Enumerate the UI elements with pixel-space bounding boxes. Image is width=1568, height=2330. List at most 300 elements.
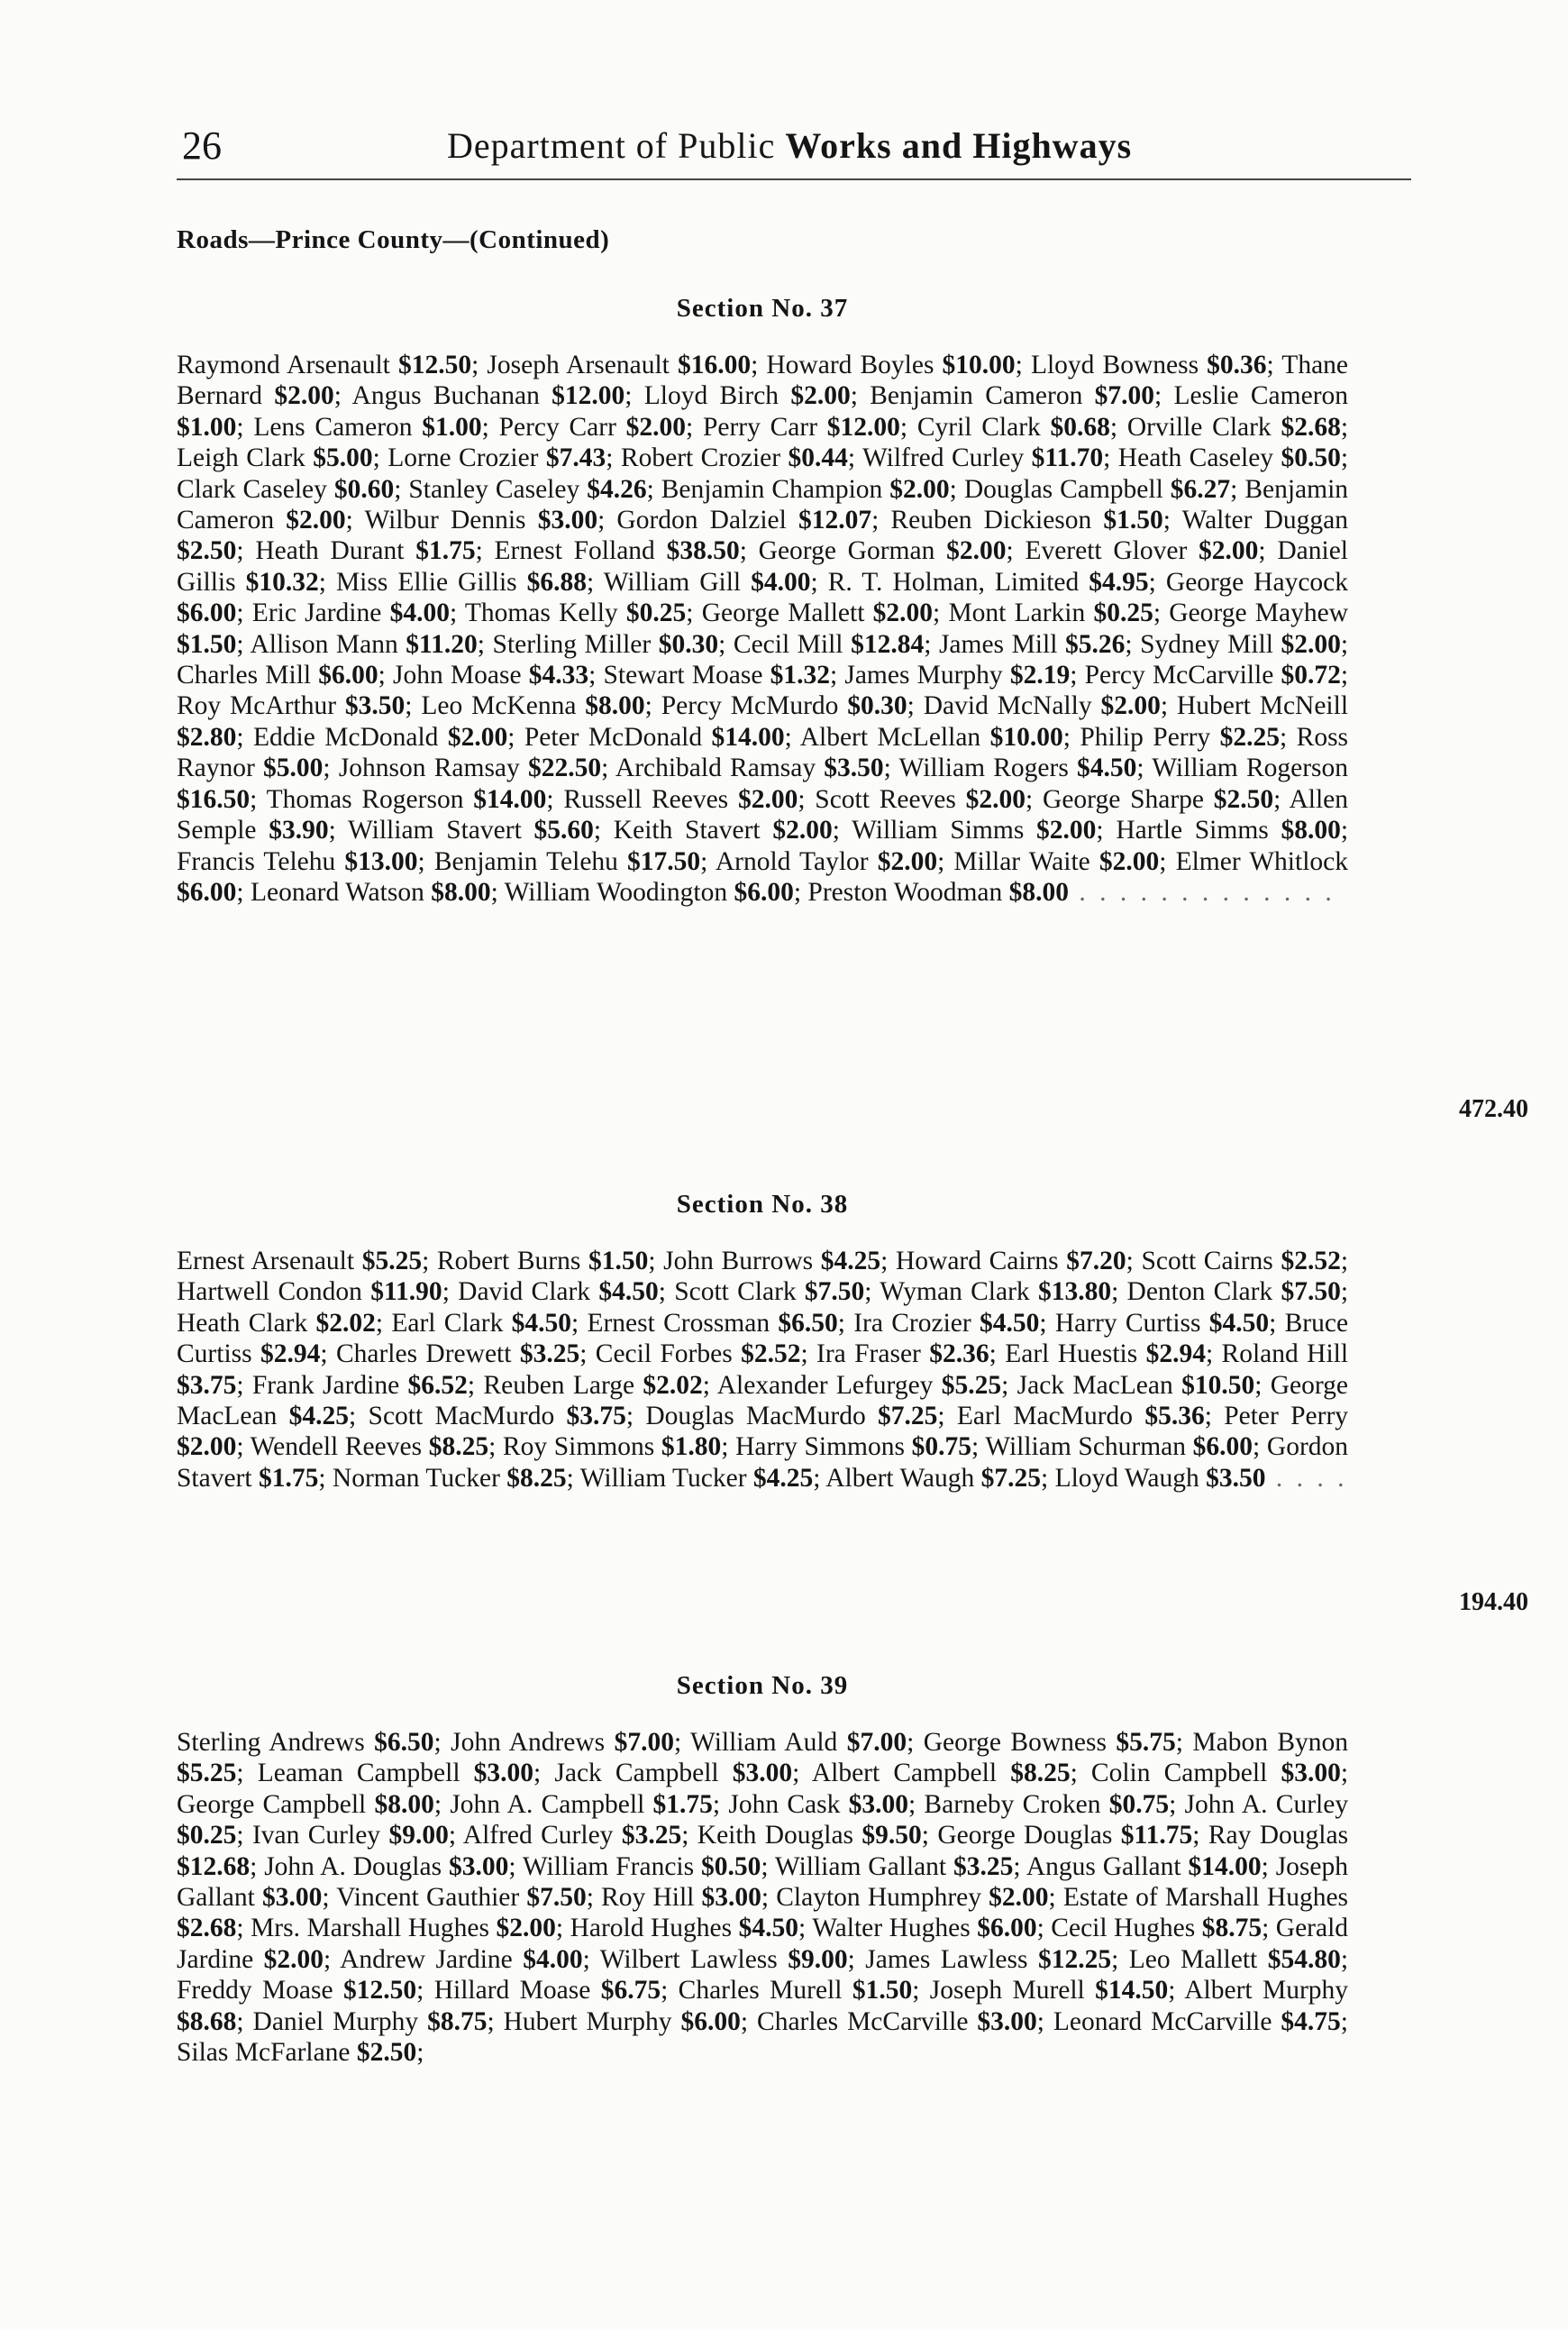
payment-entry — [870, 381, 1154, 410]
payment-amount: $5.00 — [313, 443, 373, 473]
payment-entry — [896, 1247, 1126, 1275]
payee-name: Ray Douglas — [1208, 1821, 1349, 1850]
payee-name: Harry Simmons — [735, 1432, 905, 1462]
payment-amount: $5.75 — [1116, 1728, 1176, 1757]
payment-entry — [495, 536, 740, 565]
payee-name: Hillard Moase — [433, 1976, 591, 2006]
payee-name: Heath Caseley — [1117, 443, 1274, 473]
payment-entry — [251, 1432, 488, 1461]
payment-amount: $7.50 — [804, 1277, 865, 1307]
payment-entry — [177, 1790, 434, 1819]
payment-amount: $38.50 — [666, 536, 740, 566]
payment-amount: $2.00 — [625, 412, 687, 442]
payment-entry — [499, 413, 686, 442]
payment-amount: $1.50 — [1103, 506, 1163, 535]
payee-name: Hartle Simms — [1116, 816, 1269, 845]
payment-amount: $8.00 — [431, 877, 491, 907]
payment-amount: $3.25 — [519, 1339, 580, 1369]
payment-amount: $12.00 — [552, 381, 625, 411]
section-total: 194.40 — [1459, 1588, 1528, 1616]
payment-entry — [524, 723, 785, 752]
payment-entry — [1091, 1759, 1341, 1787]
payment-amount: $6.00 — [318, 661, 378, 690]
payment-entry — [463, 1821, 681, 1850]
payment-amount: $0.36 — [1207, 351, 1267, 379]
payee-name: Gerald Jardine — [177, 1914, 1349, 1974]
payment-amount: $8.00 — [1281, 816, 1341, 845]
payment-amount: $0.30 — [658, 629, 719, 659]
section-total: 472.40 — [1459, 1095, 1528, 1123]
payee-name: Jack Campbell — [554, 1759, 719, 1788]
payment-entry — [615, 754, 884, 782]
payee-name: Arnold Taylor — [715, 846, 869, 876]
payment-entry — [937, 1821, 1192, 1850]
payee-name: Sydney Mill — [1140, 629, 1273, 659]
payment-entry — [421, 691, 644, 720]
payment-amount: $16.50 — [177, 784, 251, 814]
payment-amount: $16.00 — [677, 351, 752, 379]
payment-amount: $17.50 — [627, 846, 701, 876]
payee-name: Cecil Mill — [733, 629, 843, 659]
payment-entry — [645, 1402, 937, 1430]
payment-amount: $2.00 — [1036, 816, 1097, 845]
payment-amount: $6.50 — [374, 1728, 434, 1757]
payment-amount: $5.00 — [263, 754, 324, 783]
payee-name: Charles McCarville — [757, 2006, 969, 2036]
payee-name: Bruce Curtiss — [177, 1308, 1349, 1369]
payment-entry — [600, 1945, 848, 1974]
payee-name: Robert Crozier — [620, 443, 781, 473]
payee-name: Preston Woodman — [807, 877, 1003, 907]
payee-name: James Murphy — [844, 661, 1003, 690]
payment-amount: $0.30 — [847, 691, 907, 721]
payment-amount: $3.50 — [824, 754, 884, 783]
payment-amount: $4.00 — [751, 567, 811, 597]
payee-name: William Auld — [690, 1728, 838, 1757]
payee-name: Douglas Campbell — [963, 474, 1163, 504]
payment-amount: $2.00 — [965, 784, 1026, 814]
payment-amount: $3.00 — [448, 1851, 509, 1881]
payment-entry — [177, 475, 394, 504]
payee-name: Ernest Folland — [494, 536, 655, 566]
payee-name: Peter Perry — [1224, 1402, 1349, 1431]
payment-amount: $7.50 — [1281, 1277, 1341, 1307]
payment-entry — [702, 598, 933, 627]
payment-amount: $2.00 — [1100, 691, 1161, 721]
payee-name: George Haycock — [1165, 567, 1349, 597]
payment-entry — [352, 381, 625, 410]
payment-amount: $6.52 — [407, 1370, 468, 1400]
payment-entry — [450, 1790, 713, 1819]
payment-entry — [177, 691, 405, 720]
payee-name: Thane Bernard — [177, 351, 1349, 411]
payee-name: William Francis — [522, 1851, 695, 1881]
payee-name: Eddie McDonald — [253, 722, 439, 752]
payment-amount: $2.00 — [447, 722, 508, 752]
payee-name: Benjamin Cameron — [870, 381, 1083, 411]
payment-amount: $1.75 — [652, 1789, 713, 1819]
payee-name: Russell Reeves — [563, 784, 729, 814]
payee-name: William Woodington — [504, 877, 728, 907]
payment-amount: $2.00 — [877, 846, 938, 876]
payment-amount: $12.68 — [177, 1851, 251, 1881]
payee-name: William Tucker — [579, 1463, 747, 1493]
payment-entry — [177, 847, 418, 876]
payee-name: William Gill — [603, 567, 742, 597]
payee-name: R. T. Holman, Limited — [827, 567, 1080, 597]
payment-amount: $5.60 — [533, 816, 594, 845]
payment-amount: $5.25 — [177, 1759, 237, 1788]
payment-entry — [844, 661, 1070, 690]
payment-amount: $3.00 — [977, 2006, 1037, 2036]
payee-name: Reuben Dickieson — [890, 506, 1092, 535]
payment-amount: $2.80 — [177, 722, 237, 752]
payee-name: Philip Perry — [1080, 722, 1211, 752]
payment-entry — [953, 847, 1159, 876]
payee-name: Roland Hill — [1221, 1339, 1349, 1369]
payee-name: Raymond Arsenault — [177, 351, 390, 379]
payment-amount: $0.25 — [625, 598, 687, 628]
section-title: Section No. 39 — [676, 1671, 849, 1700]
payment-amount: $2.00 — [790, 381, 851, 411]
payment-amount: $2.00 — [274, 381, 334, 411]
payment-amount: $2.00 — [989, 1883, 1049, 1913]
payment-amount: $2.00 — [946, 536, 1007, 566]
payee-name: George MacLean — [177, 1370, 1348, 1431]
payment-amount: $9.50 — [861, 1821, 922, 1850]
payee-name: Joseph Murell — [929, 1976, 1085, 2006]
payee-name: Lorne Crozier — [387, 443, 539, 473]
payee-name: Albert Murphy — [1184, 1976, 1349, 2006]
payee-name: George Douglas — [937, 1821, 1113, 1850]
payment-amount: $5.25 — [361, 1247, 423, 1275]
payment-entry — [252, 598, 450, 627]
payee-name: James Lawless — [865, 1944, 1028, 1974]
payee-name: William Rogers — [898, 754, 1069, 783]
payee-name: Cyril Clark — [916, 412, 1041, 442]
payment-amount: $2.00 — [263, 1944, 324, 1974]
payment-entry — [523, 1852, 761, 1881]
payment-entry — [1129, 1945, 1341, 1974]
payment-entry — [264, 1852, 508, 1881]
payee-name: Reuben Large — [483, 1370, 635, 1400]
payment-amount: $11.75 — [1120, 1821, 1193, 1850]
payee-name: Hartwell Condon — [177, 1277, 362, 1307]
payment-amount: $8.25 — [428, 1432, 489, 1462]
payment-amount: $8.00 — [585, 691, 645, 721]
payee-name: Scott MacMurdo — [368, 1402, 555, 1431]
payee-name: George Sharpe — [1043, 784, 1204, 814]
payment-amount: $8.00 — [374, 1789, 434, 1819]
payment-amount: $11.20 — [406, 629, 478, 659]
payee-name: Albert Campbell — [811, 1759, 998, 1788]
payee-name: Angus Buchanan — [351, 381, 540, 411]
payment-amount: $12.25 — [1037, 1944, 1112, 1974]
payment-amount: $3.25 — [953, 1851, 1014, 1881]
payment-entry — [255, 536, 475, 565]
payment-entry — [177, 661, 378, 690]
payment-amount: $0.75 — [1108, 1789, 1170, 1819]
payee-name: Percy McCarville — [1084, 661, 1274, 690]
payment-amount: $6.75 — [600, 1976, 661, 2006]
continued-heading: Roads—Prince County—(Continued) — [177, 225, 610, 254]
payment-amount: $8.25 — [1010, 1759, 1071, 1788]
payee-name: Thomas Rogerson — [266, 784, 464, 814]
payee-name: Joseph Arsenault — [487, 351, 670, 379]
payment-entry — [177, 443, 373, 472]
payee-name: Ivan Curley — [251, 1821, 381, 1850]
payment-amount: $4.33 — [528, 661, 589, 690]
payment-entry — [800, 723, 1063, 752]
payee-name: George Gorman — [758, 536, 935, 566]
payment-amount: $13.00 — [344, 846, 418, 876]
payment-amount: $7.50 — [526, 1883, 587, 1913]
payee-name: Harold Hughes — [570, 1914, 733, 1943]
payment-entry — [177, 1309, 376, 1338]
payment-entry — [258, 1759, 533, 1787]
payment-amount: $0.25 — [1093, 598, 1153, 628]
payment-amount: $0.44 — [788, 443, 848, 473]
payment-amount: $3.00 — [848, 1789, 908, 1819]
payee-name: William Gallant — [774, 1851, 947, 1881]
payee-name: Peter McDonald — [524, 722, 703, 752]
payee-name: Benjamin Telehu — [433, 846, 618, 876]
payment-entry — [387, 443, 606, 472]
payment-entry — [757, 2007, 1037, 2036]
payee-name: Joseph Gallant — [177, 1851, 1348, 1913]
payee-name: William Rogerson — [1152, 754, 1349, 783]
payee-name: Charles Drewett — [335, 1339, 512, 1369]
payee-name: Robert Burns — [436, 1247, 581, 1275]
payee-name: John Moase — [393, 661, 522, 690]
payee-name: Stanley Caseley — [408, 474, 580, 504]
payment-amount: $3.90 — [269, 816, 329, 845]
payee-name: Keith Stavert — [613, 816, 761, 845]
payment-entry — [812, 1914, 1036, 1942]
payment-entry — [408, 475, 646, 504]
payment-entry — [364, 506, 597, 535]
payee-name: Hubert Murphy — [503, 2006, 672, 2036]
payment-amount: $7.00 — [1094, 381, 1155, 411]
payment-amount: $4.75 — [1281, 2006, 1341, 2036]
payment-entry — [862, 443, 1103, 472]
running-head — [447, 124, 1132, 167]
payment-entry — [336, 1339, 579, 1368]
payee-name: Barneby Croken — [924, 1789, 1101, 1819]
payment-amount: $4.25 — [752, 1463, 814, 1493]
payment-entry — [825, 1464, 1041, 1493]
payment-amount: $1.75 — [415, 536, 476, 566]
payment-amount: $1.32 — [770, 661, 830, 690]
payment-entry — [554, 1759, 792, 1787]
payee-name: John A. Curley — [1184, 1789, 1349, 1819]
payee-name: Percy McMurdo — [661, 691, 839, 721]
payment-entry — [697, 1821, 922, 1850]
payee-name: Allen Semple — [177, 784, 1349, 845]
payee-name: Harry Curtiss — [1054, 1308, 1201, 1338]
payment-entry — [251, 878, 491, 907]
payment-amount: $2.52 — [741, 1339, 801, 1369]
payment-amount: $0.75 — [911, 1432, 971, 1462]
payment-amount: $8.25 — [506, 1463, 567, 1493]
payment-entry — [663, 1247, 880, 1275]
payment-amount: $1.50 — [588, 1247, 649, 1275]
payee-name: John Burrows — [663, 1247, 814, 1275]
payment-amount: $8.75 — [1201, 1914, 1263, 1943]
payment-amount: $2.36 — [929, 1339, 989, 1369]
payment-amount: $14.00 — [711, 722, 785, 752]
payment-amount: $2.00 — [772, 816, 833, 845]
payment-amount: $6.50 — [778, 1308, 838, 1338]
page-header — [177, 115, 1411, 178]
payment-amount: $4.26 — [587, 474, 647, 504]
payment-entry — [890, 506, 1162, 535]
payee-name: Norman Tucker — [332, 1463, 500, 1493]
payee-name: Francis Telehu — [177, 846, 336, 876]
payee-name: Wilbert Lawless — [599, 1944, 778, 1974]
payment-entry — [766, 351, 1015, 379]
payee-name: Jack MacLean — [1016, 1370, 1173, 1400]
payee-name: Elmer Whitlock — [1175, 846, 1348, 876]
payment-entry — [570, 1914, 798, 1942]
payment-amount: $7.43 — [545, 443, 606, 473]
payment-amount: $12.00 — [826, 412, 900, 442]
payee-name: Denton Clark — [1126, 1277, 1273, 1307]
payee-name: Benjamin Champion — [661, 474, 883, 504]
payee-name: Angus Gallant — [1026, 1851, 1181, 1881]
payment-entry — [948, 598, 1153, 627]
payment-entry — [604, 661, 830, 690]
payee-name: Freddy Moase — [177, 1976, 333, 2006]
payment-amount: $7.00 — [614, 1728, 674, 1757]
payee-name: Vincent Gauthier — [336, 1883, 520, 1913]
payee-name: Hubert McNeill — [1176, 691, 1349, 721]
payment-entry — [336, 568, 587, 597]
payment-entry — [177, 1728, 434, 1757]
payee-name: Mabon Bynon — [1192, 1728, 1349, 1757]
payment-amount: $2.94 — [1145, 1339, 1206, 1369]
payment-entry — [487, 351, 751, 379]
payment-entry — [924, 1728, 1176, 1757]
payment-amount: $4.25 — [820, 1247, 881, 1275]
payee-name: John Andrews — [451, 1728, 606, 1757]
payee-name: Archibald Ramsay — [615, 754, 816, 783]
payment-amount: $4.95 — [1089, 567, 1149, 597]
payee-name: Leaman Campbell — [257, 1759, 460, 1788]
payment-amount: $1.00 — [177, 412, 237, 442]
payee-name: Daniel Gillis — [177, 536, 1349, 597]
payee-name: William Simms — [852, 816, 1025, 845]
payment-entry — [1118, 443, 1341, 472]
payee-name: Sterling Miller — [492, 629, 652, 659]
payment-entry — [601, 1883, 761, 1912]
payee-name: Earl MacMurdo — [956, 1402, 1134, 1431]
payment-amount: $0.72 — [1281, 661, 1341, 690]
payee-name: Wyman Clark — [880, 1277, 1030, 1307]
payment-amount: $3.75 — [177, 1370, 237, 1400]
payment-entry — [1017, 1371, 1255, 1400]
payment-entry — [393, 661, 588, 690]
payment-amount: $6.27 — [1170, 474, 1231, 504]
payment-entry — [434, 847, 700, 876]
payment-amount: $1.80 — [661, 1432, 722, 1462]
payment-entry — [250, 630, 477, 659]
payment-amount: $2.02 — [643, 1370, 703, 1400]
payment-entry — [1053, 2007, 1341, 2036]
payment-amount: $2.50 — [356, 2038, 417, 2068]
payment-entry — [614, 816, 833, 845]
payment-entry — [596, 1339, 801, 1368]
payment-entry — [333, 1464, 567, 1493]
payee-name: Allison Mann — [250, 629, 398, 659]
payee-name: Roy McArthur — [177, 691, 337, 721]
payment-amount: $3.50 — [344, 691, 406, 721]
payment-amount: $2.19 — [1009, 661, 1071, 690]
payment-amount: $6.00 — [977, 1914, 1037, 1943]
payment-entry — [812, 1759, 1071, 1787]
section-entries: Ernest Arsenault $5.25; Robert Burns $1.50; John Burrows $4.25; Howard Cairns $7.20; Scott Cairns $2.52; Hartwell Condon $11.90; David Clark $4.50; Scott Clark $7.50; Wyman Clark $13.80; Denton Clark $7.50; Heath Clark $2.02; Earl Clark $4.50; Ernest Crossman $6.50; Ira Crozier $4.50; Harry Curtiss $4.50; Bruce Curtiss $2.94; Charles Drewett $3.25; Cecil Forbes $2.52; Ira Fraser $2.36; Earl Huestis $2.94; Roland Hill $3.75; Frank Jardine $6.52; Reuben Large $2.02; Alexander Lefurgey $5.25; Jack MacLean $10.50; George MacLean $4.25; Scott MacMurdo $3.75; Douglas MacMurdo $7.25; Earl MacMurdo $5.36; Peter Perry $2.00; Wendell Reeves $8.25; Roy Simmons $1.80; Harry Simmons $0.75; William Schurman $6.00; Gordon Stavert $1.75; Norman Tucker $8.25; William Tucker $4.25; Albert Waugh $7.25; Lloyd Waugh $3.50 . . . . — [177, 1247, 1349, 1493]
section-entries: Raymond Arsenault $12.50; Joseph Arsenault $16.00; Howard Boyles $10.00; Lloyd Bowness $0.36; Thane Bernard $2.00; Angus Buchanan $12.00; Lloyd Birch $2.00; Benjamin Cameron $7.00; Leslie Cameron $1.00; Lens Cameron $1.00; Percy Carr $2.00; Perry Carr $12.00; Cyril Clark $0.68; Orville Clark $2.68; Leigh Clark $5.00; Lorne Crozier $7.43; Robert Crozier $0.44; Wilfred Curley $11.70; Heath Caseley $0.50; Clark Caseley $0.60; Stanley Caseley $4.26; Benjamin Champion $2.00; Douglas Campbell $6.27; Benjamin Cameron $2.00; Wilbur Dennis $3.00; Gordon Dalziel $12.07; Reuben Dickieson $1.50; Walter Duggan $2.50; Heath Durant $1.75; Ernest Folland $38.50; George Gorman $2.00; Everett Glover $2.00; Daniel Gillis $10.32; Miss Ellie Gillis $6.88; William Gill $4.00; R. T. Holman, Limited $4.95; George Haycock $6.00; Eric Jardine $4.00; Thomas Kelly $0.25; George Mallett $2.00; Mont Larkin $0.25; George Mayhew $1.50; Allison Mann $11.20; Sterling Miller $0.30; Cecil Mill $12.84; James Mill $5.26; Sydney Mill $2.00; Charles Mill $6.00; John Moase $4.33; Stewart Moase $1.32; James Murphy $2.19; Percy McCarville $0.72; Roy McArthur $3.50; Leo McKenna $8.00; Percy McMurdo $0.30; David McNally $2.00; Hubert McNeill $2.80; Eddie McDonald $2.00; Peter McDonald $14.00; Albert McLellan $10.00; Philip Perry $2.25; Ross Raynor $5.00; Johnson Ramsay $22.50; Archibald Ramsay $3.50; William Rogers $4.50; William Rogerson $16.50; Thomas Rogerson $14.00; Russell Reeves $2.00; Scott Reeves $2.00; George Sharpe $2.50; Allen Semple $3.90; William Stavert $5.60; Keith Stavert $2.00; William Simms $2.00; Hartle Simms $8.00; Francis Telehu $13.00; Benjamin Telehu $17.50; Arnold Taylor $2.00; Millar Waite $2.00; Elmer Whitlock $6.00; Leonard Watson $8.00; William Woodington $6.00; Preston Woodman $8.00 . . . . . . . . . . . . . — [177, 351, 1349, 907]
payee-name: Walter Duggan — [1181, 506, 1349, 535]
payment-entry — [177, 351, 471, 379]
payee-name: John A. Campbell — [450, 1789, 645, 1819]
payment-amount: $7.00 — [846, 1728, 907, 1757]
payment-amount: $54.80 — [1267, 1944, 1341, 1974]
payment-entry — [253, 413, 481, 442]
page-number: 26 — [182, 123, 222, 168]
payment-amount: $0.50 — [1281, 443, 1341, 473]
payment-amount: $22.50 — [527, 754, 602, 783]
payment-entry — [852, 816, 1096, 845]
payment-entry — [604, 568, 811, 597]
payee-name: Alexander Lefurgey — [716, 1370, 934, 1400]
payment-entry — [717, 1371, 1001, 1400]
payment-amount: $10.32 — [245, 567, 319, 597]
payment-amount: $2.25 — [1219, 722, 1280, 752]
payment-amount: $2.02 — [315, 1308, 376, 1338]
payment-entry — [1043, 785, 1273, 814]
payment-amount: $3.00 — [262, 1883, 323, 1913]
payment-amount: $14.00 — [473, 784, 547, 814]
payee-name: Albert McLellan — [799, 722, 981, 752]
payee-name: Millar Waite — [953, 846, 1090, 876]
payee-name: John A. Douglas — [264, 1851, 442, 1881]
payment-amount: $1.00 — [422, 412, 482, 442]
payment-amount: $12.07 — [798, 506, 872, 535]
payee-name: Ira Crozier — [853, 1308, 971, 1338]
payment-amount: $12.50 — [343, 1976, 417, 2006]
payment-entry — [340, 1945, 583, 1974]
payment-amount: $2.00 — [1099, 846, 1160, 876]
payment-amount: $11.90 — [370, 1277, 442, 1307]
payment-entry — [964, 475, 1230, 504]
payee-name: Lloyd Waugh — [1054, 1463, 1199, 1493]
payee-name: Cecil Hughes — [1051, 1914, 1196, 1943]
payment-entry — [703, 413, 900, 442]
payee-name: Charles Murell — [678, 1976, 843, 2006]
payment-amount: $2.00 — [872, 598, 934, 628]
payment-amount: $5.36 — [1144, 1402, 1205, 1431]
payee-name: Scott Clark — [674, 1277, 797, 1307]
payment-entry — [369, 1402, 626, 1430]
payee-name: Earl Clark — [391, 1308, 504, 1338]
payment-amount: $4.25 — [288, 1402, 350, 1431]
payee-name: William Stavert — [348, 816, 522, 845]
payee-name: Howard Boyles — [766, 351, 934, 379]
document-page — [177, 115, 1528, 2068]
payee-name: Clark Caseley — [177, 474, 327, 504]
payment-entry — [253, 723, 507, 752]
